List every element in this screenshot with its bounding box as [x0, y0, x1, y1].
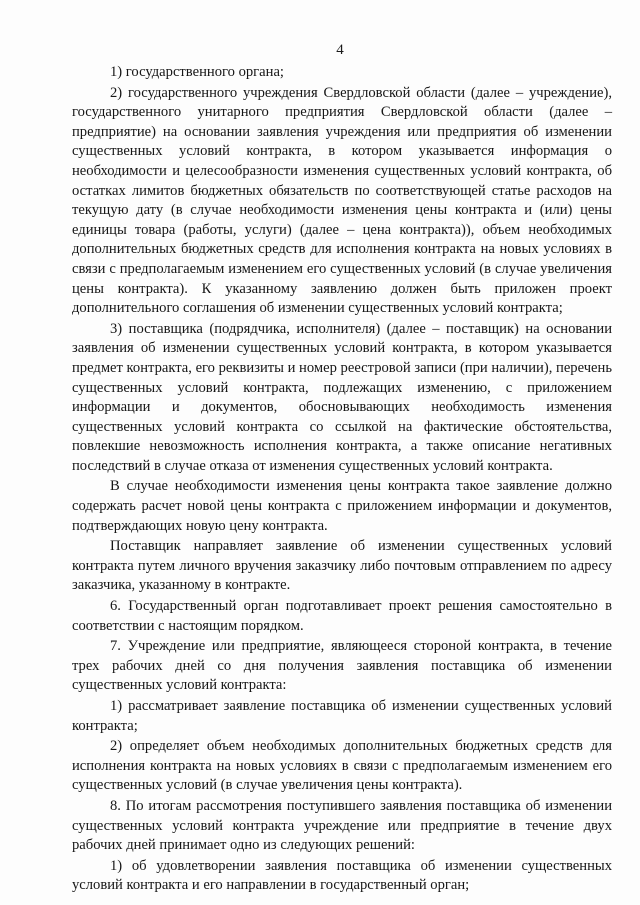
paragraph-item-3-supplier: 3) поставщика (подрядчика, исполнителя) (далее – поставщик) на основании заявления об изменении существенных условий контракта, в котором указывается предмет контракта, его реквизиты и номер реестровой записи (при наличии), перечень существенных условий контракта, подлежащих изменению, с приложением информации и документов, обосновывающих необходимость изменения существенных условий контракта со ссылкой на фактические обстоятельства, повлекшие невозможность исполнения контракта, а также описание негативных последствий в случае отказа от изменения существенных условий контракта. [72, 320, 612, 474]
paragraph-clause-7-item-1: 1) рассматривает заявление поставщика об изменении существенных условий контракта; [72, 698, 612, 734]
paragraph-item-1-state-body: 1) государственного органа; [110, 64, 284, 80]
paragraph-item-2-institution: 2) государственного учреждения Свердловской области (далее – учреждение), государственного унитарного предприятия Свердловской области (далее – предприятие) на основании заявления учреждения или предприятия об изменении существенных условий контракта, в котором указывается информация о необходимости и целесообразности изменения существенных условий контракта, об остатках лимитов бюджетных обязательств по соответствующей статье расходов на текущую дату (в случае необходимости изменения цены контракта и (или) цены единицы товара (работы, услуги) (далее – цена контракта)), объем необходимых дополнительных бюджетных средств для исполнения контракта на новых условиях в связи с предполагаемым изменением его существенных условий (в случае увеличения цены контракта). К указанному заявлению должен быть приложен проект дополнительного соглашения об изменении существенных условий контракта; [72, 84, 612, 317]
paragraph-clause-8: 8. По итогам рассмотрения поступившего заявления поставщика об изменении существенных условий контракта учреждение или предприятие в течение двух рабочих дней принимает одно из следующих решений: [72, 797, 612, 854]
paragraph-supplier-sends: Поставщик направляет заявление об изменении существенных условий контракта путем личного вручения заказчику либо почтовым отправлением по адресу заказчика, указанному в контракте. [72, 538, 612, 594]
paragraph-clause-7-item-2: 2) определяет объем необходимых дополнительных бюджетных средств для исполнения контракта на новых условиях в связи с предполагаемым изменением его существенных условий (в случае увеличения цены контракта). [72, 738, 612, 794]
document-body [72, 63, 612, 896]
paragraph-clause-8-item-1: 1) об удовлетворении заявления поставщика об изменении существенных условий контракта и его направлении в государственный орган; [72, 857, 612, 894]
paragraph-clause-6: 6. Государственный орган подготавливает проект решения самостоятельно в соответствии с настоящим порядком. [72, 598, 612, 634]
paragraph-price-change: В случае необходимости изменения цены контракта такое заявление должно содержать расчет новой цены контракта с приложением информации и документов, подтверждающих новую цену контракта. [72, 478, 612, 534]
paragraph-clause-7: 7. Учреждение или предприятие, являющееся стороной контракта, в течение трех рабочих дней со дня получения заявления поставщика об изменении существенных условий контракта: [72, 638, 612, 694]
page-number: 4 [336, 42, 344, 58]
